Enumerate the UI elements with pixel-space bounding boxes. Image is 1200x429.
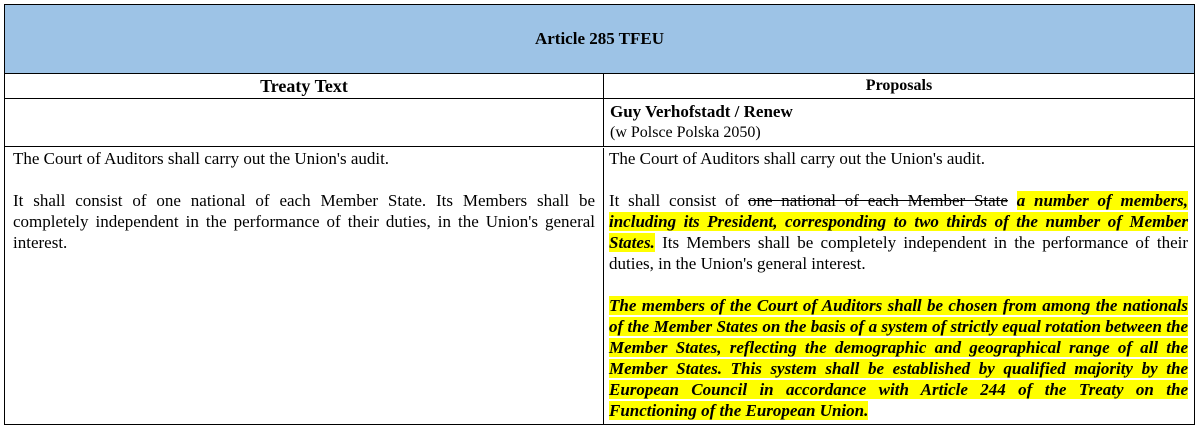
proposal-paragraph-3 — [609, 295, 1188, 421]
deleted-text: one national of each Member State — [747, 191, 1008, 210]
inserted-text: a number of members, including its President, corresponding to two thirds of the number of Member States. — [609, 191, 1188, 252]
header-proposals: Proposals — [604, 74, 1194, 99]
proposer-name: Guy Verhofstadt / Renew — [610, 102, 793, 121]
proposal-paragraph-1: The Court of Auditors shall carry out the Union's audit. — [609, 149, 986, 168]
treaty-paragraph-1: The Court of Auditors shall carry out the Union's audit. — [13, 149, 390, 168]
inserted-paragraph: The members of the Court of Auditors shall be chosen from among the nationals of the Member States on the basis of a system of strictly equal rotation between the Member States, reflecting the demographic and geographical range of all the Member States. This system shall be established by qualified majority by the European Council in accordance with Article 244 of the Treaty on the Functioning of the European Union. — [609, 296, 1188, 420]
header-treaty-text: Treaty Text — [5, 74, 604, 99]
treaty-empty-cell — [5, 99, 604, 147]
proposer-cell — [604, 99, 1194, 147]
proposal-p2-end: Its Members shall be completely independent in the performance of their duties, in the Union's general interest. — [609, 233, 1188, 273]
treaty-text-cell — [5, 148, 604, 425]
comparison-table — [4, 4, 1195, 425]
proposal-paragraph-2 — [609, 190, 1188, 274]
treaty-paragraph-2: It shall consist of one national of each Member State. Its Members shall be completely independent in the performance of their duties, in the Union's general interest. — [13, 191, 595, 252]
proposal-p2-start: It shall consist of — [609, 191, 748, 210]
table-title: Article 285 TFEU — [5, 5, 1194, 74]
proposer-note: (w Polsce Polska 2050) — [610, 124, 761, 141]
proposal-text-cell — [604, 148, 1194, 425]
